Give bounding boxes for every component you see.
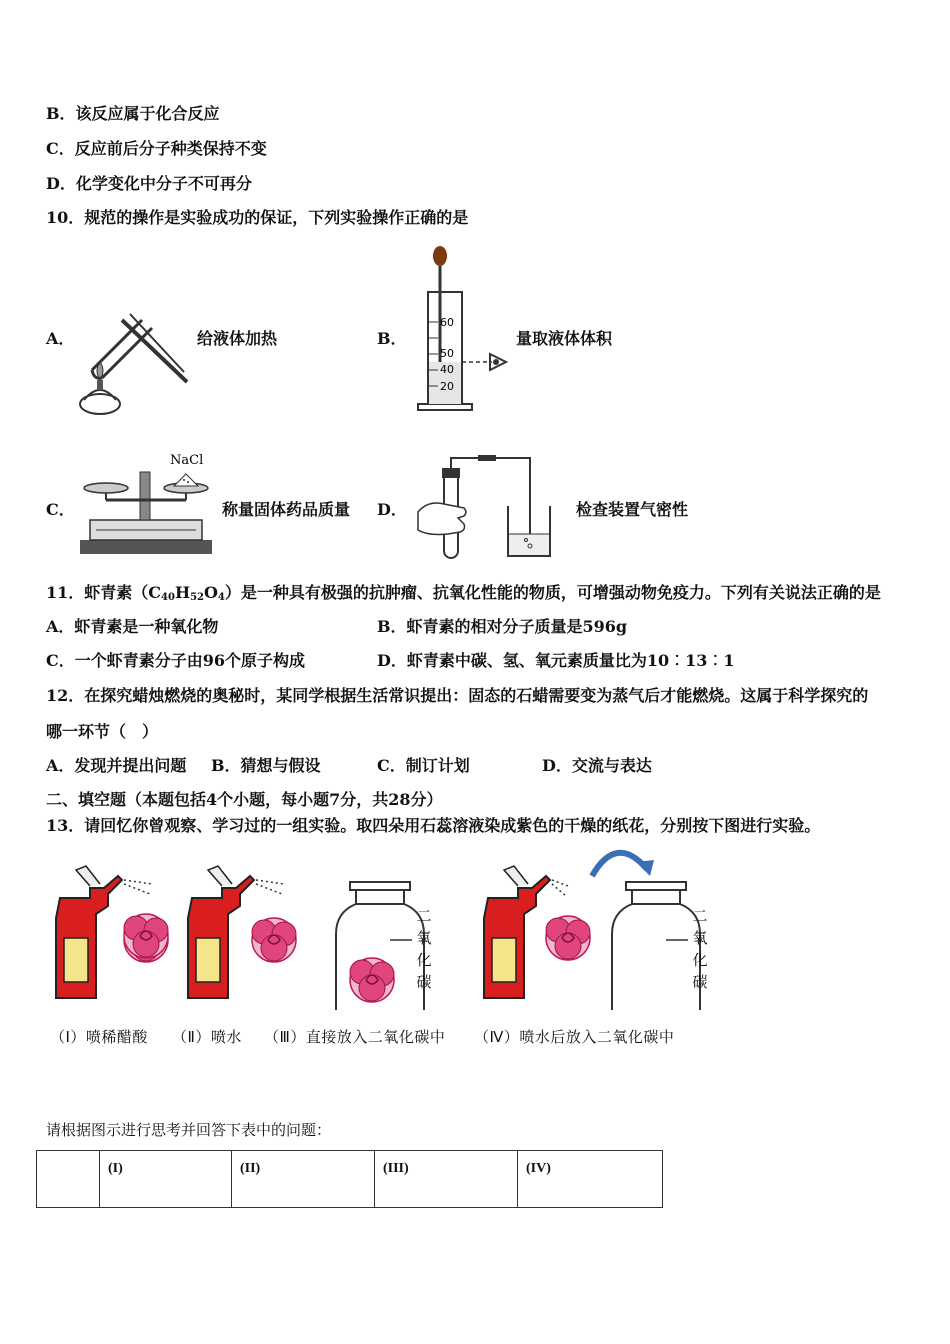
q13-answer-table [36, 1150, 663, 1208]
q11-option-b: B．虾青素的相对分子质量是596g [377, 617, 628, 636]
q9-option-b: B．该反应属于化合反应 [46, 104, 220, 123]
q10-option-a-caption: 给液体加热 [197, 329, 278, 348]
table-row [37, 1151, 663, 1208]
q10-option-c-letter: C． [46, 500, 75, 519]
q11-sub-40: 40 [161, 592, 175, 603]
balance-figure [76, 450, 216, 560]
q11-sub-52: 52 [190, 592, 204, 603]
cylinder-mark-20: 20 [440, 380, 454, 393]
cylinder-mark-50: 50 [440, 347, 454, 360]
heating-liquid-figure [72, 300, 192, 420]
q12-option-a: A．发现并提出问题 [46, 756, 187, 775]
q11-option-a: A．虾青素是一种氧化物 [46, 617, 219, 636]
q12-option-b: B．猜想与假设 [211, 756, 321, 775]
q10-option-b-letter: B． [377, 329, 407, 348]
litmus-flower-experiment-figure [46, 840, 746, 1010]
q12-stem-line2: 哪一环节（ ） [46, 722, 159, 741]
q11-stem-post: ）是一种具有极强的抗肿瘤、抗氧化性能的物质，可增强动物免疫力。下列有关说法正确的是 [224, 583, 881, 602]
q10-option-a-letter: A． [46, 329, 75, 348]
section2-title: 二、填空题（本题包括4个小题，每小题7分，共28分） [46, 790, 443, 809]
table-header-i: (I) [100, 1151, 232, 1208]
co2-label-jar-3: 二 氧 化 碳 [416, 907, 432, 991]
q10-option-c-caption: 称量固体药品质量 [222, 500, 351, 519]
airtightness-check-figure [408, 452, 558, 562]
q11-mid-h: H [174, 583, 191, 602]
q11-sub-4: 4 [217, 592, 225, 603]
balance-nacl-label: NaCl [170, 453, 204, 468]
q13-stem: 13．请回忆你曾观察、学习过的一组实验。取四朵用石蕊溶液染成紫色的干燥的纸花，分别按下图进行实验。 [46, 816, 821, 835]
q11-option-d: D．虾青素中碳、氢、氧元素质量比为10︰13︰1 [377, 651, 735, 670]
table-header-iv: (IV) [518, 1151, 663, 1208]
q10-stem: 10．规范的操作是实验成功的保证，下列实验操作正确的是 [46, 208, 469, 227]
q11-option-c: C．一个虾青素分子由96个原子构成 [46, 651, 306, 670]
q9-option-c: C．反应前后分子种类保持不变 [46, 139, 267, 158]
q11-stem [46, 580, 881, 603]
table-header-blank [37, 1151, 100, 1208]
q13-prompt: 请根据图示进行思考并回答下表中的问题： [46, 1121, 332, 1139]
q10-option-d-caption: 检查装置气密性 [576, 500, 689, 519]
q10-option-b-caption: 量取液体体积 [516, 329, 613, 348]
q12-stem-line1: 12．在探究蜡烛燃烧的奥秘时，某同学根据生活常识提出：固态的石蜡需要变为蒸气后才能燃烧。这属于科学探究的 [46, 686, 869, 705]
experiment-caption-3: （Ⅲ）直接放入二氧化碳中 [264, 1028, 446, 1046]
table-header-ii: (II) [232, 1151, 375, 1208]
cylinder-mark-60: 60 [440, 316, 454, 329]
co2-label-jar-4: 二 氧 化 碳 [692, 907, 708, 991]
q10-option-d-letter: D． [377, 500, 407, 519]
cylinder-mark-40: 40 [440, 363, 454, 376]
experiment-caption-1: （Ⅰ）喷稀醋酸 [50, 1028, 148, 1046]
experiment-caption-4: （Ⅳ）喷水后放入二氧化碳中 [474, 1028, 675, 1046]
q9-option-d: D．化学变化中分子不可再分 [46, 174, 252, 193]
measuring-cylinder-figure [410, 244, 510, 416]
table-header-iii: (III) [375, 1151, 518, 1208]
q11-stem-pre: 11．虾青素（C [46, 583, 162, 602]
q12-option-c: C．制订计划 [377, 756, 470, 775]
experiment-caption-2: （Ⅱ）喷水 [172, 1028, 242, 1046]
q12-option-d: D．交流与表达 [542, 756, 652, 775]
q11-mid-o: O [203, 583, 218, 602]
